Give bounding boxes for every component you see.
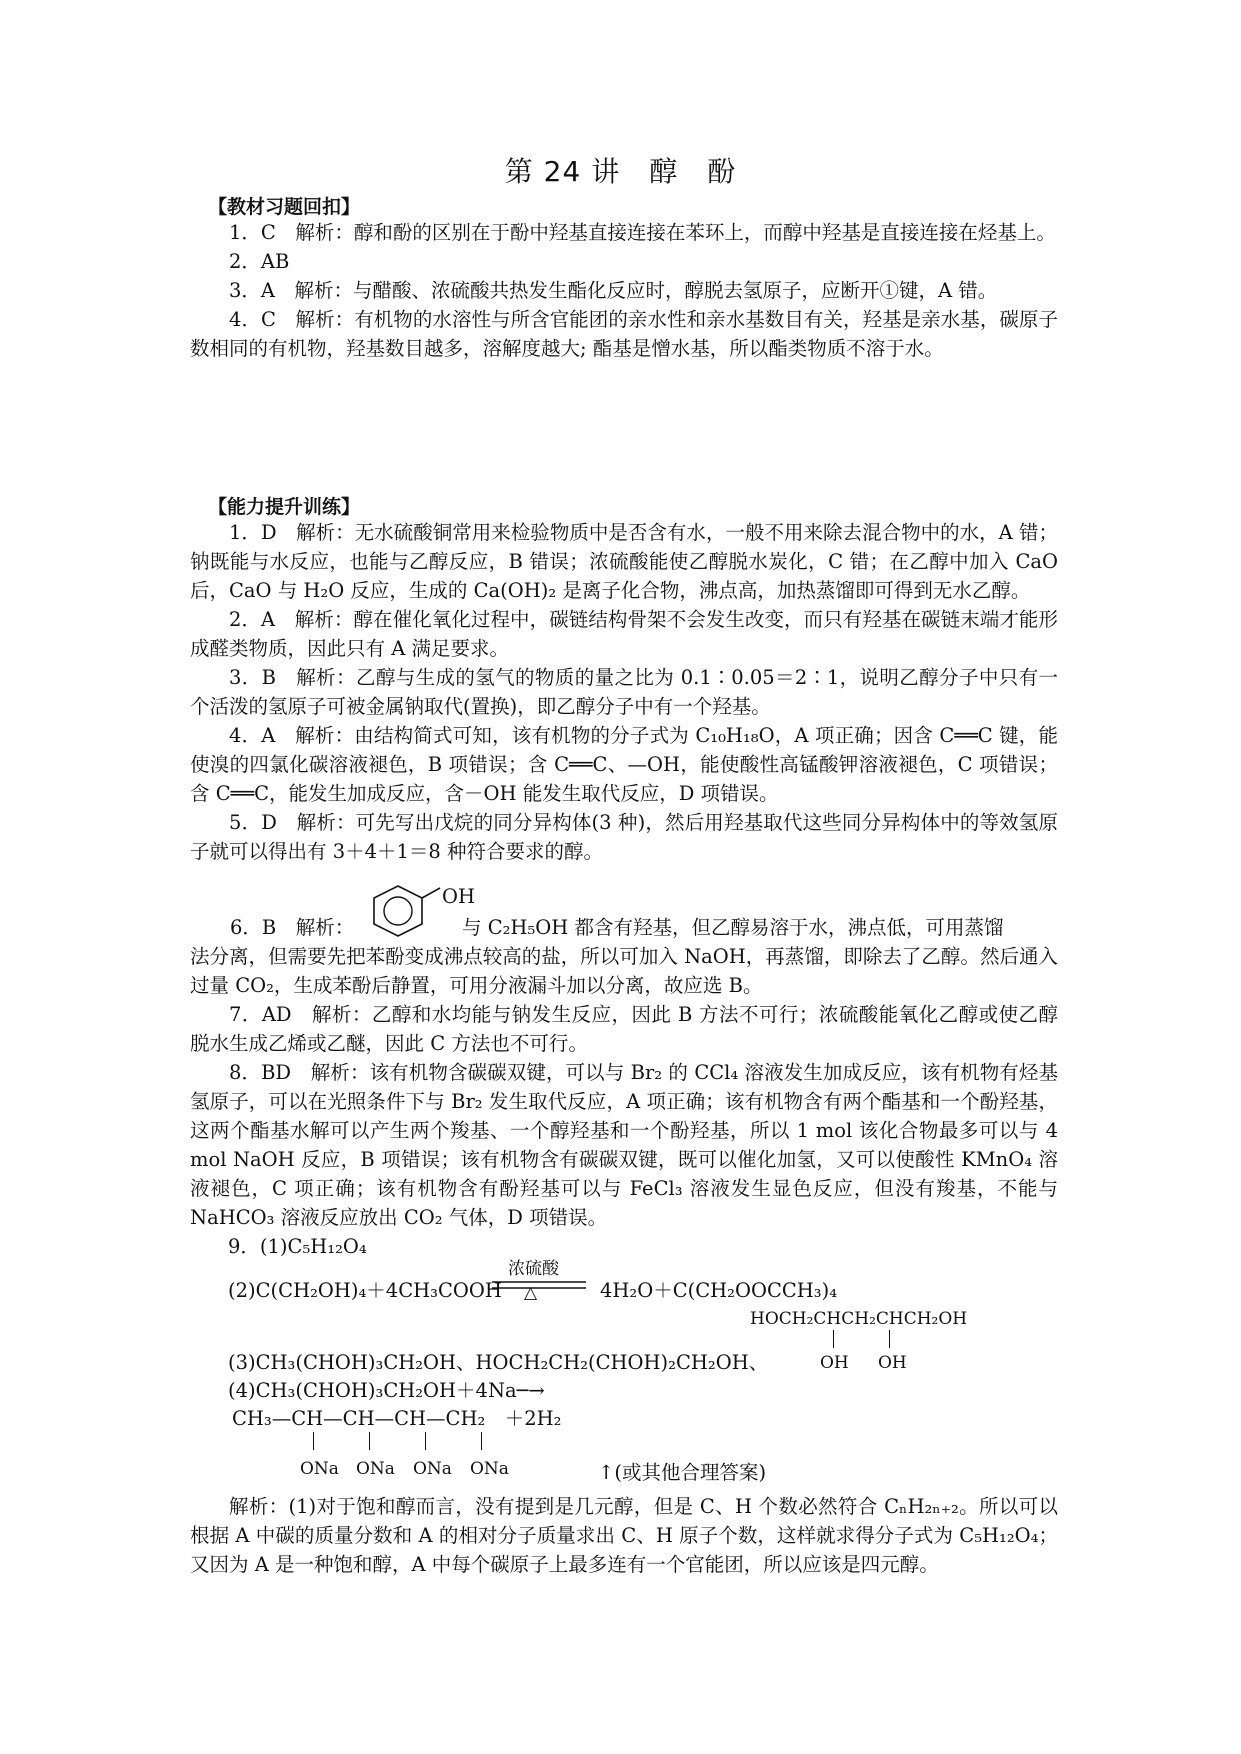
answer-9-explanation: 解析：(1)对于饱和醇而言，没有提到是几元醇，但是 C、H 个数必然符合 CₙH₂ₙ₊₂。所以可以根据 A 中碳的质量分数和 A 的相对分子质量求出 C、H 原子个数，这样就求得分子式为 C₅H₁₂O₄；又因为 A 是一种饱和醇，A 中每个碳原子上最多连有一个官能团，所以应该是四元醇。 bbox=[190, 1495, 1058, 1576]
structure-oh-1: OH bbox=[820, 1353, 849, 1373]
bond-line bbox=[425, 1432, 426, 1450]
bond-line bbox=[833, 1330, 834, 1348]
reversible-arrow-icon bbox=[490, 1278, 590, 1292]
answer-item: 7．AD 解析：乙醇和水均能与钠发生反应，因此 B 方法不可行；浓硫酸能氧化乙醇或使乙醇脱水生成乙烯或乙醚，因此 C 方法也不可行。 bbox=[190, 1003, 1058, 1055]
bond-line bbox=[313, 1432, 314, 1450]
answer-9-part3: (3)CH₃(CHOH)₃CH₂OH、HOCH₂CH₂(CHOH)₂CH₂OH、 bbox=[228, 1351, 769, 1374]
bond-line bbox=[889, 1330, 890, 1348]
ona-label: ONa bbox=[300, 1459, 339, 1479]
answer-item: 1．C 解析：醇和酚的区别在于酚中羟基直接连接在苯环上，而醇中羟基是直接连接在烃基上。 bbox=[229, 221, 1056, 244]
answer-item: 4．A 解析：由结构简式可知，该有机物的分子式为 C₁₀H₁₈O，A 项正确；因含 C══C 键，能使溴的四氯化碳溶液褪色，B 项错误；含 C══C、—OH，能使酸性高锰酸钾溶液褪色，C 项错误；含 C══C，能发生加成反应，含－OH 能发生取代反应，D 项错误。 bbox=[190, 724, 1058, 805]
bond-line bbox=[369, 1432, 370, 1450]
page-title: 第 24 讲 醇 酚 bbox=[504, 155, 737, 188]
answer-9-part4: (4)CH₃(CHOH)₃CH₂OH＋4Na─→ bbox=[228, 1379, 545, 1402]
answer-item: 5．D 解析：可先写出戊烷的同分异构体(3 种)，然后用羟基取代这些同分异构体中的等效氢原子就可以得出有 3＋4＋1＝8 种符合要求的醇。 bbox=[190, 811, 1058, 863]
ona-label: ONa bbox=[413, 1459, 452, 1479]
structure-oh-2: OH bbox=[878, 1353, 907, 1373]
section-training-answers-a bbox=[190, 518, 1058, 866]
section-textbook-answers bbox=[190, 218, 1058, 363]
answer-item-6-cont: 法分离，但需要先把苯酚变成沸点较高的盐，所以可加入 NaOH，再蒸馏，即除去了乙醇。然后通入过量 CO₂，生成苯酚后静置，可用分液漏斗加以分离，故应选 B。 bbox=[190, 945, 1058, 997]
answer-item-6-rest: 与 C₂H₅OH 都含有羟基，但乙醇易溶于水，沸点低，可用蒸馏 bbox=[462, 916, 1004, 939]
phenol-oh-label: OH bbox=[442, 885, 475, 908]
answer-item-6-lead: 6．B 解析： bbox=[230, 916, 355, 939]
bond-line bbox=[481, 1432, 482, 1450]
structure-sodium-alkoxide-chain: CH₃—CH—CH—CH—CH₂ ＋2H₂ bbox=[232, 1407, 562, 1430]
answer-item: 1．D 解析：无水硫酸铜常用来检验物质中是否含有水，一般不用来除去混合物中的水，A 错；钠既能与水反应，也能与乙醇反应，B 错误；浓硫酸能使乙醇脱水炭化，C 错；在乙醇中加入 CaO 后，CaO 与 H₂O 反应，生成的 Ca(OH)₂ 是离子化合物，沸点高，加热蒸馏即可得到无水乙醇。 bbox=[190, 521, 1058, 602]
answer-9-part1: 9．(1)C₅H₁₂O₄ bbox=[228, 1235, 367, 1258]
structure-hoch2-chain: HOCH₂CHCH₂CHCH₂OH bbox=[750, 1309, 968, 1329]
answer-item: 2．AB bbox=[229, 250, 290, 273]
answer-item: 2．A 解析：醇在催化氧化过程中，碳链结构骨架不会发生改变，而只有羟基在碳链末端才能形成醛类物质，因此只有 A 满足要求。 bbox=[190, 608, 1058, 660]
reaction-condition-top: 浓硫酸 bbox=[508, 1259, 559, 1279]
answer-9-part4-tail: ↑(或其他合理答案) bbox=[598, 1461, 767, 1484]
ona-label: ONa bbox=[356, 1459, 395, 1479]
answer-9-part2-right: 4H₂O＋C(CH₂OOCCH₃)₄ bbox=[600, 1279, 838, 1302]
answer-9-part2-left: (2)C(CH₂OH)₄＋4CH₃COOH bbox=[228, 1279, 502, 1302]
answer-item: 3．B 解析：乙醇与生成的氢气的物质的量之比为 0.1∶0.05＝2∶1，说明乙醇分子中只有一个活泼的氢原子可被金属钠取代(置换)，即乙醇分子中有一个羟基。 bbox=[190, 666, 1058, 718]
reaction-condition-bottom: △ bbox=[524, 1283, 538, 1303]
section-heading-training: 【能力提升训练】 bbox=[208, 496, 361, 518]
ona-label: ONa bbox=[470, 1459, 509, 1479]
section-training-answers-b bbox=[190, 1000, 1058, 1232]
answer-item: 3．A 解析：与醋酸、浓硫酸共热发生酯化反应时，醇脱去氢原子，应断开①键，A 错。 bbox=[229, 279, 998, 302]
answer-item: 4．C 解析：有机物的水溶性与所含官能团的亲水性和亲水基数目有关，羟基是亲水基，碳原子数相同的有机物，羟基数目越多，溶解度越大; 酯基是憎水基，所以酯类物质不溶于水。 bbox=[190, 308, 1058, 360]
phenol-structure-icon bbox=[360, 880, 452, 942]
section-heading-textbook: 【教材习题回扣】 bbox=[208, 196, 361, 218]
answer-item: 8．BD 解析：该有机物含碳碳双键，可以与 Br₂ 的 CCl₄ 溶液发生加成反应，该有机物有烃基氢原子，可以在光照条件下与 Br₂ 发生取代反应，A 项正确；该有机物含有两个酯基和一个酚羟基，这两个酯基水解可以产生两个羧基、一个醇羟基和一个酚羟基，所以 1 mol 该化合物最多可以与 4 mol NaOH 反应，B 项错误；该有机物含有碳碳双键，既可以催化加氢，又可以使酸性 KMnO₄ 溶液褪色，C 项正确；该有机物含有酚羟基可以与 FeCl₃ 溶液发生显色反应，但没有羧基，不能与 NaHCO₃ 溶液反应放出 CO₂ 气体，D 项错误。 bbox=[190, 1061, 1058, 1229]
